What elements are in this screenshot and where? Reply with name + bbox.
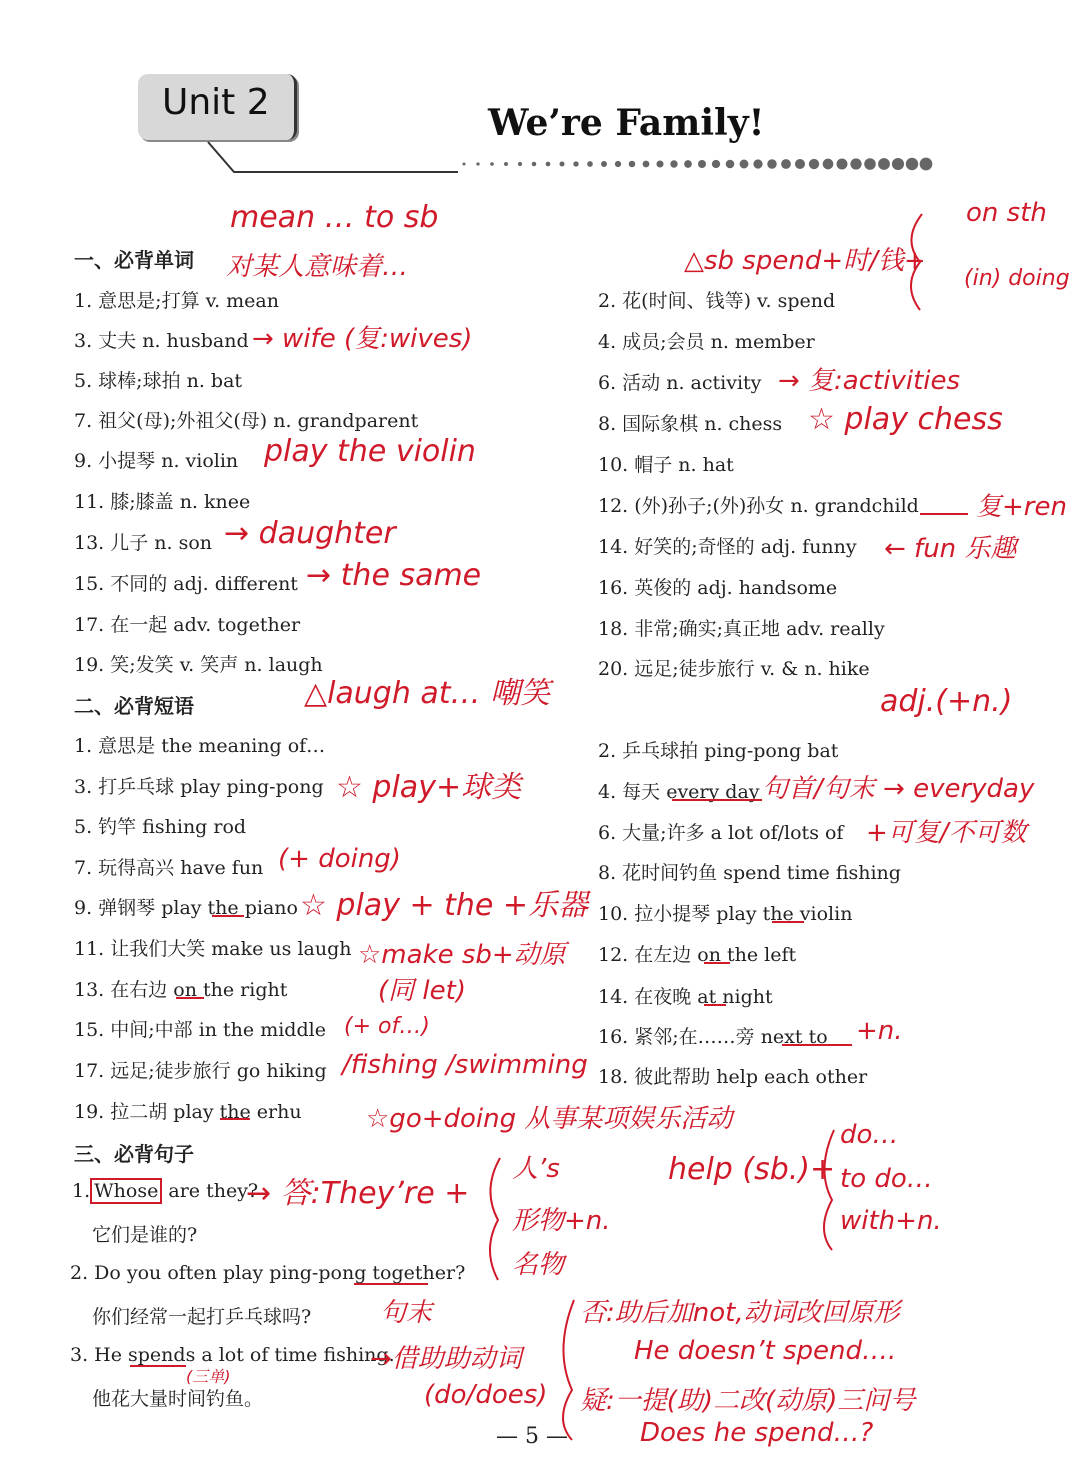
word-item: 18. 非常;确实;真正地 adv. really <box>598 618 885 640</box>
note-violin: play the violin <box>264 434 476 469</box>
word-item: 8. 国际象棋 n. chess <box>598 413 783 435</box>
word-item: 15. 不同的 adj. different <box>74 573 298 595</box>
note-spend-on: on sth <box>966 198 1047 228</box>
word-item: 13. 儿子 n. son <box>74 532 213 554</box>
note-together-end: 句末 <box>380 1298 433 1328</box>
sentence-2: 2. Do you often play ping-pong together? <box>70 1262 466 1284</box>
phrase-item: 8. 花时间钓鱼 spend time fishing <box>598 862 901 884</box>
note-instrument: ☆ play + the +乐器 <box>300 888 589 923</box>
word-item: 2. 花(时间、钱等) v. spend <box>598 290 836 312</box>
word-item: 16. 英俊的 adj. handsome <box>598 577 838 599</box>
word-item: 10. 帽子 n. hat <box>598 454 734 476</box>
phrase-item: 9. 弹钢琴 play the piano <box>74 897 298 919</box>
note-answer-noun: 名物 <box>512 1250 565 1280</box>
note-next-to-n: +n. <box>856 1016 903 1046</box>
phrase-item: 19. 拉二胡 play the erhu <box>74 1101 302 1123</box>
word-item: 17. 在一起 adv. together <box>74 614 301 636</box>
note-laugh-at: △laugh at… 嘲笑 <box>304 676 551 711</box>
word-item: 11. 膝;膝盖 n. knee <box>74 491 251 513</box>
note-do-does: (do/does) <box>424 1380 548 1410</box>
word-item: 9. 小提琴 n. violin <box>74 450 239 472</box>
word-item: 19. 笑;发笑 v. 笑声 n. laugh <box>74 654 323 676</box>
note-question-example: Does he spend…? <box>640 1418 874 1448</box>
section-phrases-heading: 二、必背短语 <box>74 694 194 718</box>
note-adj-n: adj.(+n.) <box>880 684 1013 719</box>
sentence-1-rest: are they? <box>168 1180 259 1202</box>
sentence-2-translation: 你们经常一起打乒乓球吗? <box>92 1306 312 1328</box>
note-help-with: with+n. <box>840 1206 942 1236</box>
page-title: We’re Family! <box>488 102 765 144</box>
note-mean: mean … to sb <box>230 200 439 235</box>
word-item: 20. 远足;徒步旅行 v. & n. hike <box>598 658 870 680</box>
note-spend-in: (in) doing <box>964 266 1070 291</box>
phrase-item: 18. 彼此帮助 help each other <box>598 1066 868 1088</box>
phrase-item: 2. 乒乓球拍 ping-pong bat <box>598 740 839 762</box>
phrase-item: 3. 打乒乓球 play ping-pong <box>74 776 324 798</box>
phrase-item: 4. 每天 every day <box>598 781 760 803</box>
sentence-1-number: 1. <box>72 1180 91 1202</box>
note-help-to-do: to do… <box>840 1164 933 1194</box>
note-mean-cn: 对某人意味着… <box>226 252 409 282</box>
note-go-doing: ☆go+doing 从事某项娱乐活动 <box>366 1104 733 1134</box>
note-daughter: → daughter <box>224 516 396 551</box>
note-fun: ← fun 乐趣 <box>884 534 1017 564</box>
sentence-3-translation: 他花大量时间钓鱼。 <box>92 1388 264 1410</box>
word-item: 6. 活动 n. activity <box>598 372 762 394</box>
word-item: 5. 球棒;球拍 n. bat <box>74 370 243 392</box>
brace-answer <box>490 1158 500 1280</box>
phrase-item: 13. 在右边 on the right <box>74 979 288 1001</box>
sentence-1-whose: Whose <box>90 1178 162 1204</box>
note-negative-example: He doesn’t spend…. <box>634 1336 897 1366</box>
note-same: → the same <box>306 558 482 593</box>
note-countable: +可复/不可数 <box>866 818 1027 848</box>
note-negative: 否:助后加not,动词改回原形 <box>580 1298 900 1328</box>
word-item: 4. 成员;会员 n. member <box>598 331 815 353</box>
word-item: 1. 意思是;打算 v. mean <box>74 290 279 312</box>
note-chess: ☆ play chess <box>808 402 1003 437</box>
phrase-item: 16. 紧邻;在……旁 next to <box>598 1026 828 1048</box>
note-question: 疑:一提(助)二改(动原)三问号 <box>580 1386 916 1416</box>
phrase-item: 7. 玩得高兴 have fun <box>74 857 264 879</box>
word-item: 3. 丈夫 n. husband <box>74 330 249 352</box>
section-sentences-heading: 三、必背句子 <box>74 1142 194 1166</box>
note-answer-adj: 形物+n. <box>512 1206 611 1236</box>
brace-help <box>824 1130 834 1250</box>
note-wife: → wife (复:wives) <box>252 324 473 354</box>
brace-question <box>563 1300 574 1440</box>
phrase-item: 14. 在夜晚 at night <box>598 986 773 1008</box>
note-make: ☆make sb+动原 <box>358 940 566 970</box>
phrase-item: 17. 远足;徒步旅行 go hiking <box>74 1060 327 1082</box>
note-let: (同 let) <box>378 976 466 1006</box>
note-activities: → 复:activities <box>778 366 961 396</box>
note-everyday: 句首/句末 → everyday <box>762 774 1035 804</box>
note-spend: △sb spend+时/钱+ <box>684 246 926 276</box>
note-have-fun-doing: (+ doing) <box>278 844 401 874</box>
word-item: 7. 祖父(母);外祖父(母) n. grandparent <box>74 410 419 432</box>
note-ball-games: ☆ play+球类 <box>336 770 522 805</box>
note-third-person: (三单) <box>186 1367 231 1386</box>
phrase-item: 10. 拉小提琴 play the violin <box>598 903 853 925</box>
section-words-heading: 一、必背单词 <box>74 248 194 272</box>
sentence-3: 3. He spends a lot of time fishing. <box>70 1344 395 1366</box>
word-item: 12. (外)孙子;(外)孙女 n. grandchild <box>598 495 919 517</box>
note-aux: →借助助动词 <box>370 1344 522 1374</box>
note-help: help (sb.)+ <box>668 1152 836 1187</box>
phrase-item: 1. 意思是 the meaning of… <box>74 735 326 757</box>
note-fishing-swimming: /fishing /swimming <box>342 1050 588 1080</box>
phrase-item: 15. 中间;中部 in the middle <box>74 1019 326 1041</box>
phrase-item: 12. 在左边 on the left <box>598 944 797 966</box>
note-answer: → 答:They’re + <box>246 1176 470 1211</box>
unit-label: Unit 2 <box>162 82 270 123</box>
note-grandchild: 复+ren <box>976 492 1067 522</box>
word-item: 14. 好笑的;奇怪的 adj. funny <box>598 536 857 558</box>
sentence-1-translation: 它们是谁的? <box>92 1224 198 1246</box>
phrase-item: 5. 钓竿 fishing rod <box>74 816 247 838</box>
phrase-item: 11. 让我们大笑 make us laugh <box>74 938 352 960</box>
note-help-do: do… <box>840 1120 899 1150</box>
note-answer-people: 人’s <box>512 1154 560 1184</box>
note-of: (+ of…) <box>344 1014 430 1039</box>
page-number: — 5 — <box>496 1424 568 1449</box>
phrase-item: 6. 大量;许多 a lot of/lots of <box>598 822 844 844</box>
